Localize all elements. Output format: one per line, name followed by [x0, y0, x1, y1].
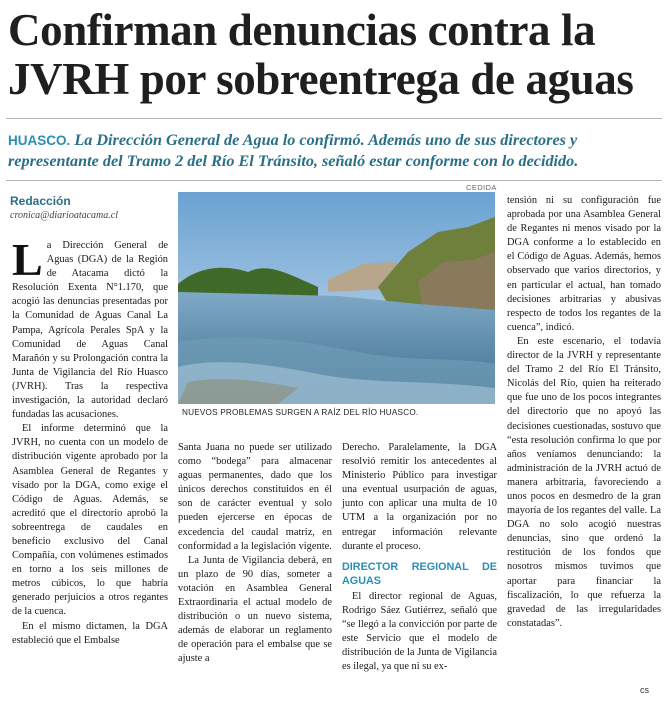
headline-divider	[6, 118, 662, 119]
river-photo	[178, 192, 495, 404]
headline: Confirman denuncias contra la JVRH por sobreentrega de aguas	[8, 5, 634, 104]
paragraph: El director regional de Aguas, Rodrigo Sáez Gutiérrez, señaló que “se llegó a la convicción por parte de este Servicio que el modelo de distribución de la Junta de Vigilancia es ilegal, ya que ni su ex-	[342, 590, 497, 673]
paragraph: tensión ni su configuración fue aprobada por una Asamblea General de Regantes ni menos visado por la DGA conforme a lo establecido en el Código de Aguas. Además, hemos observado que varios directorios, y en particular el actual, han tomado decisiones arbitrarias y abusivas respecto de todos los regantes de la cuenca”, indicó.	[507, 195, 661, 333]
paragraph: La Junta de Vigilancia deberá, en un plazo de 90 días, someter a votación en Asamblea General Extraordinaria el actual modelo de distribución o un nuevo sistema, además de elaborar un reglamento de operación para el embalse que se ajuste a	[178, 554, 332, 665]
photo-caption: NUEVOS PROBLEMAS SURGEN A RAÍZ DEL RÍO HUASCO.	[182, 408, 419, 417]
column-4	[507, 194, 661, 631]
byline-name: Redacción	[10, 194, 71, 208]
paragraph: En el mismo dictamen, la DGA estableció que el Embalse	[12, 620, 168, 646]
byline-email: cronica@diarioatacama.cl	[10, 210, 118, 221]
paragraph: En este escenario, el todavía director de la JVRH y representante del Tramo 2 del Río El Tránsito, Nicolás del Río, quien ha reiterado que fue uno de los pocos integrantes del directorio que no apoyó las decisiones cuestionadas, sostuvo que “esta resolución confirma lo que por años veníamos denunciando: la administración de la JVRH actuó de manera arbitraria, favoreciendo a unos pocos en desmedro de la gran mayoría de los regantes del valle. La DGA no solo acogió nuestras denuncias, sino que ordenó la restitución de los fondos que nosotros mismos tuvimos que aportar para financiar la fiscalización, lo que refuerza la gravedad de las irregularidades constatadas”.	[507, 335, 661, 629]
deck	[8, 130, 664, 172]
deck-text: La Dirección General de Agua lo confirmó. Además uno de sus directores y representante del Tramo 2 del Río El Tránsito, señaló estar conforme con lo decidido.	[8, 131, 579, 170]
column-1	[12, 234, 168, 648]
subhead: DIRECTOR REGIONAL DE AGUAS	[342, 560, 497, 587]
drop-cap: L	[12, 234, 43, 285]
deck-kicker: HUASCO.	[8, 133, 71, 148]
photo-credit: CEDIDA	[466, 183, 497, 192]
river-photo-icon	[178, 192, 495, 404]
byline	[10, 194, 170, 221]
column-2	[178, 441, 332, 667]
column-3	[342, 441, 497, 674]
paragraph-text: a Dirección General de Aguas (DGA) de la Región de Atacama dictó la Resolución Exenta N°1.170, que acogió las denuncias presentadas por la Comunidad de Aguas Canal La Pampa, Agrícola Perales SpA y la Comunidad de Aguas Canal Marañón y su Prolongación contra la Junta de Vigilancia del Río Huasco (JVRH). Tras la respectiva investigación, la autoridad declaró fundadas las acusaciones.	[12, 240, 168, 421]
paragraph: Derecho. Paralelamente, la DGA resolvió remitir los antecedentes al Ministerio Público para investigar una eventual usurpación de aguas, junto con aplicar una multa de 10 UTM a la organización por no entregar información relevante durante el proceso.	[342, 442, 497, 552]
paragraph	[12, 234, 168, 422]
end-mark-icon: cs	[640, 685, 649, 695]
paragraph: Santa Juana no puede ser utilizado como “bodega” para almacenar aguas permanentes, dado que los únicos derechos constituidos en él son de carácter eventual y solo pueden ejercerse en épocas de excedencia del caudal matriz, en conformidad a la legislación vigente.	[178, 442, 332, 552]
deck-divider	[6, 180, 662, 181]
paragraph: El informe determinó que la JVRH, no cuenta con un modelo de distribución vigente aprobado por la Asamblea General de Regantes y visado por la DGA, como exige el Código de Aguas. Además, se acreditó que el directorio aprobó la sobreentrega de caudales en beneficio exclusivo del Canal Compañía, con volúmenes estimados en torno a los seis millones de metros cúbicos, lo que habría generado perjuicios a otros regantes de la cuenca.	[12, 423, 168, 618]
